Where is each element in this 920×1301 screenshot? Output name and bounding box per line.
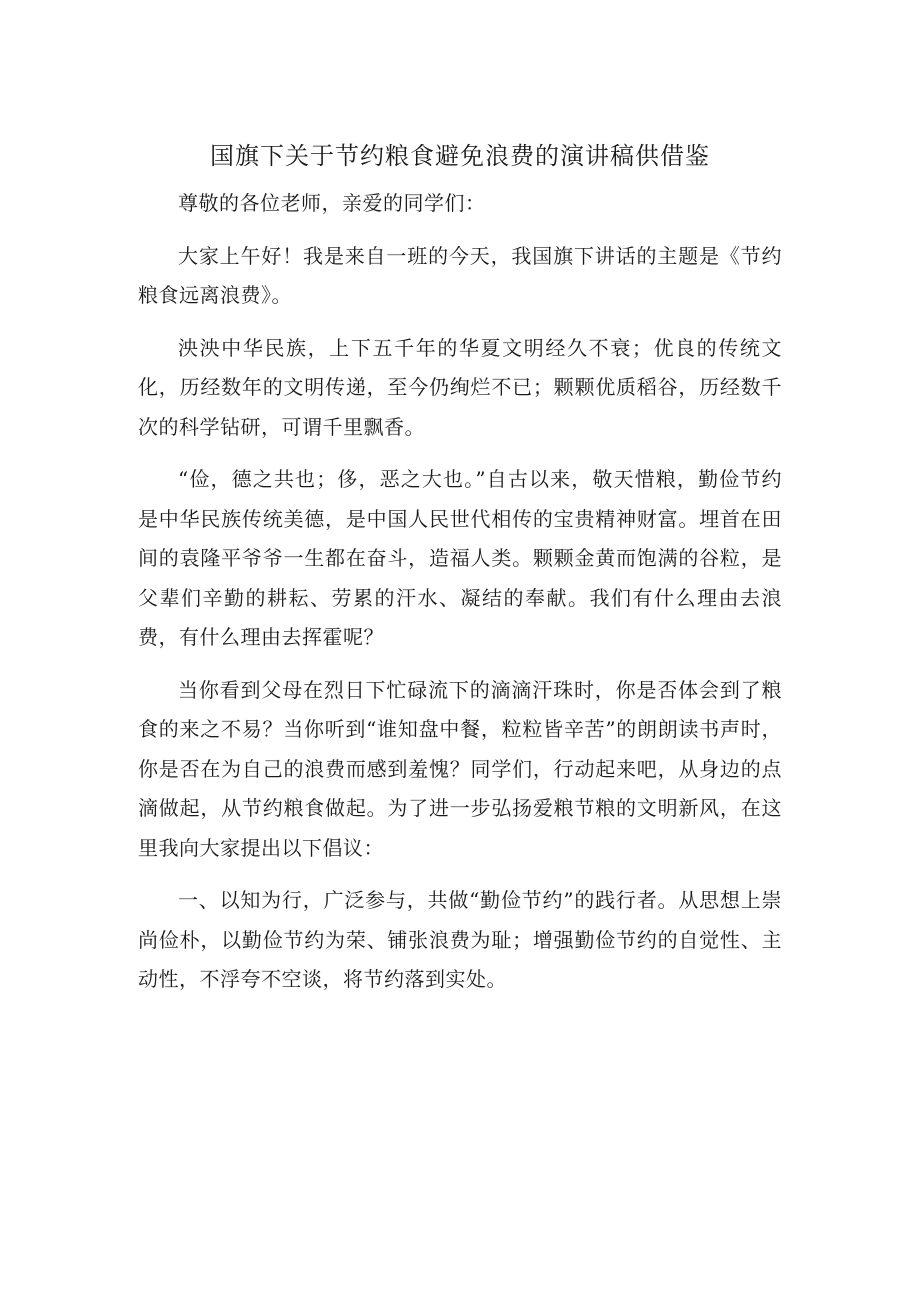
paragraph-call-to-action: 当你看到父母在烈日下忙碌流下的滴滴汗珠时，你是否体会到了粮食的来之不易？当你听到“谁知盘中餐，粒粒皆辛苦”的朗朗读书声时，你是否在为自己的浪费而感到羞愧？同学们，行动起来吧，从身边的点滴做起，从节约粮食做起。为了进一步弘扬爱粮节粮的文明新风，在这里我向大家提出以下倡议： bbox=[138, 677, 782, 860]
document-title: 国旗下关于节约粮食避免浪费的演讲稿供借鉴 bbox=[210, 142, 710, 170]
paragraph-opening: 大家上午好！我是来自一班的今天，我国旗下讲话的主题是《节约粮食远离浪费》。 bbox=[138, 243, 782, 307]
paragraph-greeting: 尊敬的各位老师，亲爱的同学们： bbox=[178, 191, 486, 215]
paragraph-proposal-one: 一、以知为行，广泛参与，共做“勤俭节约”的践行者。从思想上崇尚俭朴，以勤俭节约为荣、铺张浪费为耻；增强勤俭节约的自觉性、主动性，不浮夸不空谈，将节约落到实处。 bbox=[138, 888, 782, 991]
paragraph-heritage: 泱泱中华民族，上下五千年的华夏文明经久不衰；优良的传统文化，历经数年的文明传递，至今仍绚烂不已；颗颗优质稻谷，历经数千次的科学钻研，可谓千里飘香。 bbox=[138, 335, 782, 439]
paragraph-frugality: “俭，德之共也；侈，恶之大也。”自古以来，敬天惜粮，勤俭节约是中华民族传统美德，是中国人民世代相传的宝贵精神财富。埋首在田间的袁隆平爷爷一生都在奋斗，造福人类。颗颗金黄而饱满的谷粒，是父辈们辛勤的耕耘、劳累的汗水、凝结的奉献。我们有什么理由去浪费，有什么理由去挥霍呢？ bbox=[138, 467, 782, 649]
